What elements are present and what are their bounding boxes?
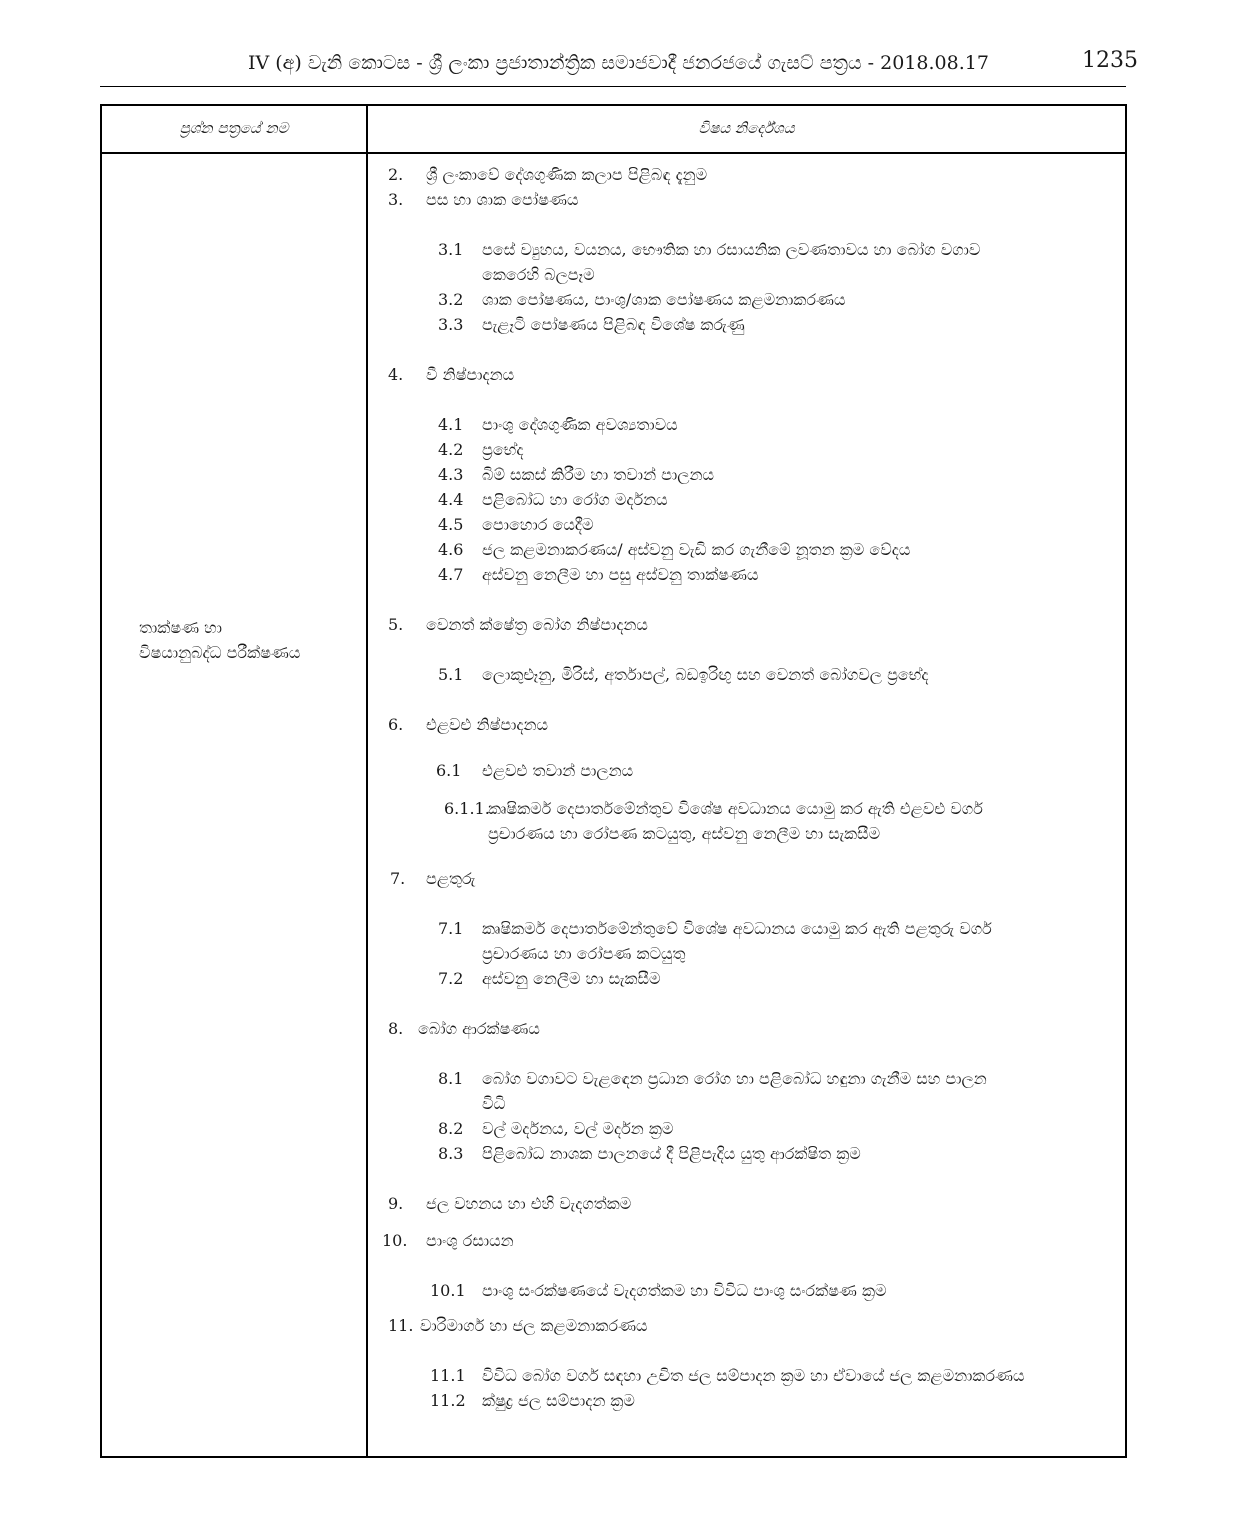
- syllabus-item-text: [426, 866, 475, 891]
- syllabus-item-text-line: එළවළු තවාන් පාලනය: [482, 761, 634, 780]
- syllabus-item-text-line: පස හා ශාක පෝෂණය: [426, 190, 579, 209]
- syllabus-item-number: 4.5: [438, 515, 464, 534]
- syllabus-item-text-line: බිම් සකස් කිරීම හා තවාන් පාලනය: [482, 465, 714, 484]
- paper-name-line: තාක්ෂණ හා: [139, 618, 222, 637]
- syllabus-item-text-line: පළතුරු: [426, 869, 476, 888]
- syllabus-item-text: [482, 758, 633, 783]
- syllabus-item-number: 4.: [388, 365, 404, 384]
- syllabus-item-text-line: ශාක පෝෂණය, පාංශු/ශාක පෝෂණය කළමනාකරණය: [482, 290, 846, 309]
- syllabus-item-text-line: පැළෑටි පෝෂණය පිළිබඳ විශේෂ කරුණු: [482, 315, 745, 334]
- syllabus-item-text: [482, 562, 759, 587]
- syllabus-item-text-line: බෝග ආරක්ෂණය: [418, 1019, 540, 1038]
- syllabus-item-text: [482, 437, 523, 462]
- syllabus-item-number: 4.1: [438, 415, 464, 434]
- syllabus-item-number: 3.2: [438, 290, 464, 309]
- syllabus-item-number: 10.: [382, 1231, 408, 1250]
- syllabus-item-text-line: ලොකුළූනු, මිරිස්, අර්තාපල්, බඩඉරිඟු සහ වෙනත් බෝගවල ප්‍රභේද: [482, 665, 929, 684]
- syllabus-item-text-line: එළවළු නිෂ්පාදනය: [426, 715, 548, 734]
- syllabus-item-text: [426, 362, 514, 387]
- header-row-divider: [102, 152, 1125, 154]
- syllabus-item-number: 8.: [388, 1019, 404, 1038]
- syllabus-item-text-line: පාංශු රසායන: [426, 1231, 514, 1250]
- syllabus-item-number: 4.2: [438, 440, 464, 459]
- syllabus-item-number: 8.1: [438, 1069, 464, 1088]
- syllabus-item-text: [482, 662, 929, 687]
- syllabus-item-text-line: බෝග වගාවට වැළඳෙන ප්‍රධාන රෝග හා පළිබෝධ හඳුනා ගැනීම සහ පාලන: [482, 1069, 987, 1088]
- syllabus-item-text: [482, 462, 714, 487]
- syllabus-item-text-line: වෙනත් ක්ෂේත්‍ර බෝග නිෂ්පාදනය: [426, 615, 648, 634]
- syllabus-item-number: 4.6: [438, 540, 464, 559]
- syllabus-item-text: [482, 512, 594, 537]
- syllabus-item-number: 8.2: [438, 1119, 464, 1138]
- syllabus-item-text-line: වල් මර්දනය, වල් මර්දන ක්‍රම: [482, 1119, 674, 1138]
- syllabus-item-text-line: අස්වනු නෙලීම හා සැකසීම: [482, 969, 661, 988]
- syllabus-item-text: [482, 312, 745, 337]
- syllabus-item-text-line: කෘෂිකර්ම දෙපාර්තමේන්තුවේ විශේෂ අවධානය යොමු කර ඇති පළතුරු වර්ග: [482, 919, 992, 938]
- syllabus-item-text: [488, 796, 983, 846]
- syllabus-item-number: 7.1: [438, 919, 464, 938]
- syllabus-item-text-line: ප්‍රභේද: [482, 440, 524, 459]
- syllabus-item-number: 6.1.1.: [444, 799, 490, 818]
- syllabus-item-number: 6.1: [436, 761, 462, 780]
- page-header: [0, 48, 1240, 88]
- syllabus-item-text: [482, 1116, 673, 1141]
- syllabus-item-text: [482, 1363, 1025, 1388]
- syllabus-item-text: [482, 412, 678, 437]
- syllabus-item-text: [482, 1141, 861, 1166]
- syllabus-item-text: [420, 1313, 648, 1338]
- syllabus-item-number: 5.1: [438, 665, 464, 684]
- syllabus-item-text-line: විධි: [482, 1094, 506, 1113]
- paper-name-cell: [139, 615, 300, 665]
- page-number: 1235: [1082, 48, 1138, 73]
- column-header-syllabus: විෂය නිර්දේශය: [698, 119, 795, 137]
- syllabus-item-text: [426, 1191, 631, 1216]
- syllabus-item-text-line: පොහොර යෙදීම: [482, 515, 594, 534]
- syllabus-item-text-line: කෘෂිකර්ම දෙපාර්තමේන්තුව විශේෂ අවධානය යොමු කර ඇති එළවළු වර්ග: [488, 799, 983, 818]
- syllabus-item-text: [482, 916, 992, 966]
- syllabus-item-text: [482, 1066, 987, 1116]
- syllabus-item-text: [426, 187, 578, 212]
- column-divider: [366, 106, 368, 1456]
- column-header-paper-name: ප්‍රශ්න පත්‍රයේ නම: [179, 119, 289, 137]
- paper-name-line: විෂයානුබද්ධ පරීක්ෂණය: [139, 643, 301, 662]
- syllabus-item-number: 7.2: [438, 969, 464, 988]
- syllabus-item-text-line: පාංශු සංරක්ෂණයේ වැදගත්කම හා විවිධ පාංශු සංරක්ෂණ ක්‍රම: [482, 1281, 887, 1300]
- syllabus-item-text: [482, 1388, 635, 1413]
- syllabus-item-text-line: ක්ෂුද්‍ර ජල සම්පාදන ක්‍රම: [482, 1391, 635, 1410]
- syllabus-item-text-line: ජල වහනය හා එහි වැදගත්කම: [426, 1194, 632, 1213]
- syllabus-item-number: 9.: [388, 1194, 404, 1213]
- syllabus-item-number: 11.2: [430, 1391, 466, 1410]
- syllabus-item-text-line: වාරිමාර්ග හා ජල කළමනාකරණය: [420, 1316, 648, 1335]
- syllabus-item-text: [418, 1016, 540, 1041]
- syllabus-item-text: [426, 1228, 514, 1253]
- syllabus-item-number: 5.: [388, 615, 404, 634]
- header-rule: [100, 86, 1126, 87]
- syllabus-item-text-line: විවිධ බෝග වර්ග සඳහා උචිත ජල සම්පාදන ක්‍රම හා ඒවායේ ජල කළමනාකරණය: [482, 1366, 1025, 1385]
- syllabus-item-text: [482, 537, 910, 562]
- syllabus-item-number: 4.3: [438, 465, 464, 484]
- syllabus-item-text: [482, 1278, 886, 1303]
- syllabus-item-text: [482, 237, 980, 287]
- syllabus-item-text: [426, 162, 707, 187]
- syllabus-item-text: [482, 487, 668, 512]
- syllabus-item-number: 11.: [388, 1316, 414, 1335]
- syllabus-item-number: 6.: [388, 715, 404, 734]
- syllabus-item-text: [482, 287, 846, 312]
- syllabus-item-text: [482, 966, 661, 991]
- syllabus-item-number: 7.: [390, 869, 406, 888]
- syllabus-item-number: 11.1: [430, 1366, 466, 1385]
- syllabus-item-text: [426, 712, 548, 737]
- syllabus-item-text: [426, 612, 648, 637]
- syllabus-item-number: 4.4: [438, 490, 464, 509]
- syllabus-item-number: 3.1: [438, 240, 464, 259]
- syllabus-item-number: 4.7: [438, 565, 464, 584]
- syllabus-item-text-line: පසේ ව්‍යුහය, වයනය, භෞතික හා රසායනික ලවණතාවය හා බෝග වගාව: [482, 240, 981, 259]
- syllabus-item-text-line: ප්‍රචාරණය හා රෝපණ කටයුතු: [482, 944, 686, 963]
- syllabus-item-number: 8.3: [438, 1144, 464, 1163]
- syllabus-item-text-line: කෙරෙහි බලපෑම: [482, 265, 595, 284]
- syllabus-item-text-line: වී නිෂ්පාදනය: [426, 365, 515, 384]
- syllabus-item-text-line: ශ්‍රී ලංකාවේ දේශගුණික කලාප පිළිබඳ දැනුම: [426, 165, 708, 184]
- syllabus-item-number: 10.1: [430, 1281, 466, 1300]
- syllabus-table: [100, 104, 1127, 1458]
- syllabus-item-text-line: පළිබෝධ හා රෝග මර්දනය: [482, 490, 668, 509]
- syllabus-item-text-line: අස්වනු නෙලීම හා පසු අස්වනු තාක්ෂණය: [482, 565, 759, 584]
- gazette-header-title: IV (අ) වැනි කොටස - ශ්‍රී ලංකා ප්‍රජාතාන්ත්‍රික සමාජවාදී ජනරජයේ ගැසට් පත්‍රය - 2018.08.17: [248, 52, 989, 74]
- syllabus-item-number: 3.3: [438, 315, 464, 334]
- syllabus-item-number: 2.: [388, 165, 404, 184]
- syllabus-item-text-line: පාංශු දේශගුණික අවශ්‍යතාවය: [482, 415, 678, 434]
- syllabus-item-number: 3.: [388, 190, 404, 209]
- syllabus-item-text-line: පිළිබෝධ නාශක පාලනයේ දී පිළිපැදිය යුතු ආරක්ෂිත ක්‍රම: [482, 1144, 861, 1163]
- syllabus-item-text-line: ප්‍රචාරණය හා රෝපණ කටයුතු, අස්වනු නෙලීම හා සැකසීම: [488, 824, 881, 843]
- syllabus-item-text-line: ජල කළමනාකරණය/ අස්වනු වැඩි කර ගැනීමේ නූතන ක්‍රම වේදය: [482, 540, 911, 559]
